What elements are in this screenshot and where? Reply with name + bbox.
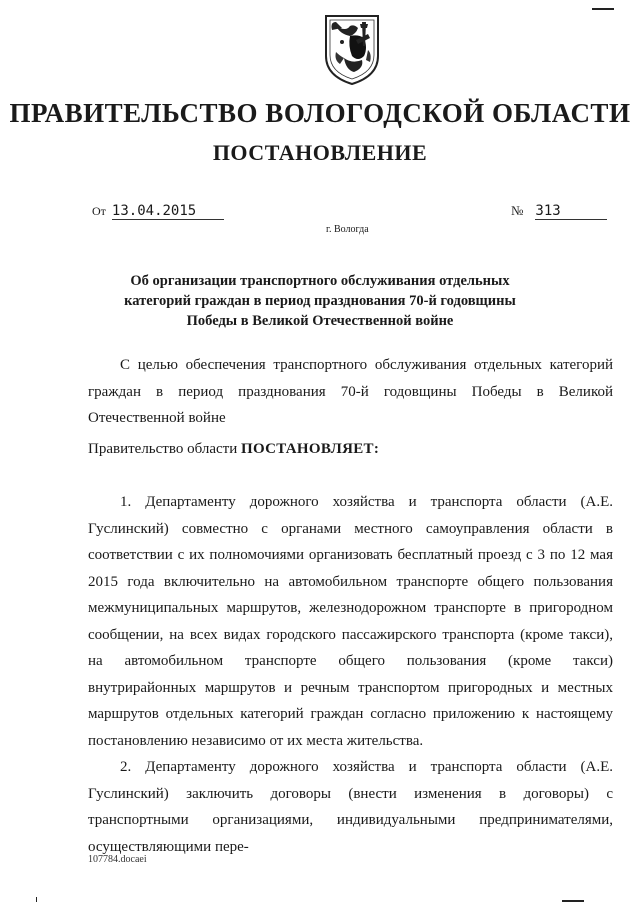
item-1-paragraph: 1. Департаменту дорожного хозяйства и транспорта области (А.Е. Гуслинский) совместно с органами местного самоуправления области в соответствии с их полномочиями организовать бесплатный проезд с 3 по 12 мая 2015 года включительно на автомобильном транспорте общего пользования межмуниципальных маршрутов, железнодорожном транспорте в пригородном сообщении, на всех видах городского пассажирского транспорта (кроме такси), на автомобильном транспорте общего пользования (кроме такси) внутрирайонных маршрутов и речным транспортом пригородных и местных маршрутов отдельных категорий граждан согласно приложению к настоящему постановлению независимо от их места жительства.: [88, 494, 613, 749]
number-value: 313: [535, 203, 607, 220]
file-name-footer: 107784.docaei: [88, 854, 147, 865]
document-date: [92, 203, 224, 220]
preamble-paragraph: С целью обеспечения транспортного обслуживания отдельных категорий граждан в период празднования 70-й годовщины Победы в Великой Отечественной войне: [88, 357, 613, 426]
scan-mark-bottom-right: [562, 900, 584, 902]
item-2-paragraph: 2. Департаменту дорожного хозяйства и транспорта области (А.Е. Гуслинский) заключить договоры (внести изменения в договоры) с транспортными организациями, индивидуальными предпринимателями, осуществляющими пере-: [88, 759, 613, 855]
document-number: [511, 203, 607, 220]
scan-mark-top-right: [592, 8, 614, 10]
document-subject: Об организации транспортного обслуживания отдельных категорий граждан в период празднования 70-й годовщины Победы в Великой Отечественной войне: [124, 273, 516, 329]
government-title: ПРАВИТЕЛЬСТВО ВОЛОГОДСКОЙ ОБЛАСТИ: [9, 98, 631, 128]
number-prefix: №: [511, 203, 524, 218]
scan-mark-bottom-left: [36, 897, 37, 902]
date-value: 13.04.2015: [112, 203, 224, 220]
city-label: г. Вологда: [326, 224, 369, 235]
document-type: ПОСТАНОВЛЕНИЕ: [212, 140, 428, 165]
date-prefix: От: [92, 204, 106, 218]
government-prefix: Правительство области: [88, 441, 241, 457]
resolves-keyword: ПОСТАНОВЛЯЕТ:: [240, 441, 380, 457]
coat-of-arms-icon: [322, 12, 382, 88]
resolution-line: [88, 436, 613, 463]
